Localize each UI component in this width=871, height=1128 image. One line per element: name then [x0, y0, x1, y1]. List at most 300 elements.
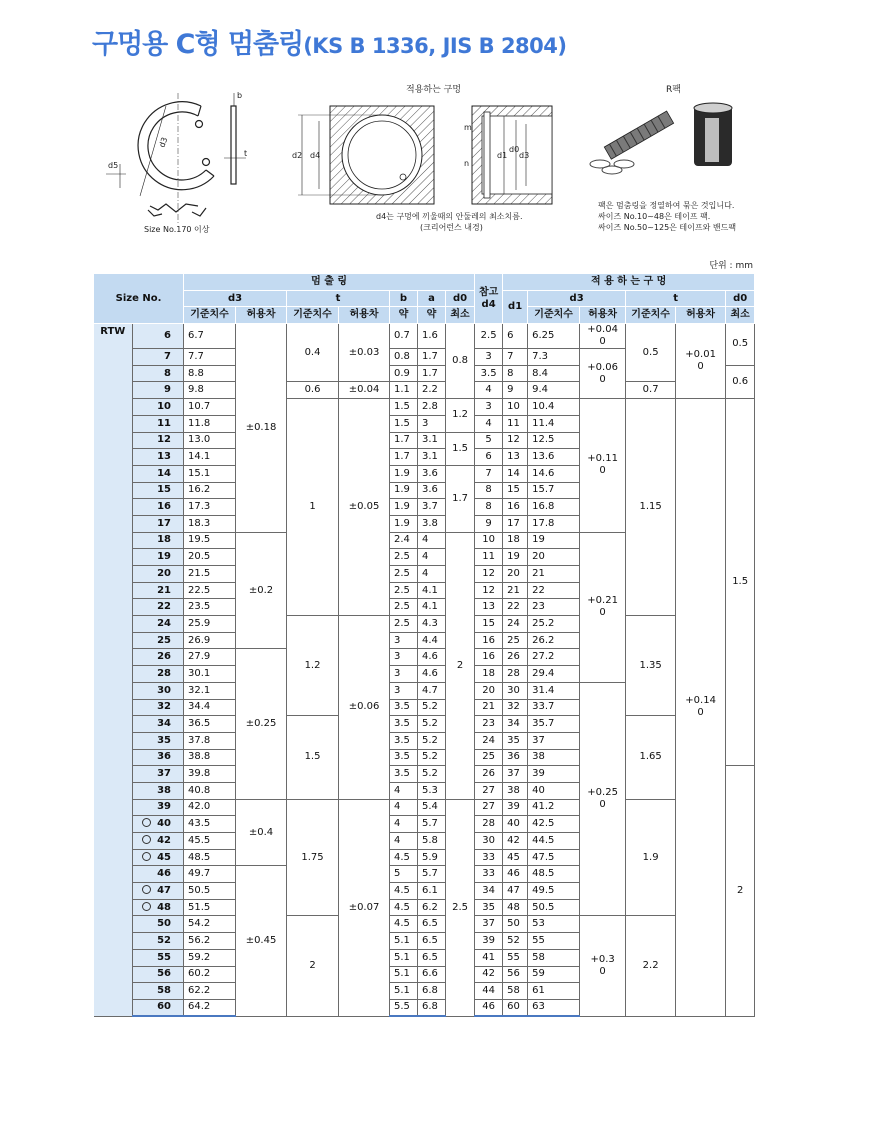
- middle-title: 적용하는 구멍: [406, 85, 462, 95]
- ring-drawing: [106, 88, 256, 228]
- hole-d1: 13: [503, 449, 528, 466]
- hole-d0: 0.5: [726, 324, 755, 366]
- ring-a: 5.7: [418, 816, 446, 833]
- ring-b: 3.5: [390, 749, 418, 766]
- label-d3: d3: [157, 136, 170, 149]
- hole-d3-tolerance: +0.06 0: [580, 349, 626, 399]
- reference-d4: 5: [475, 432, 503, 449]
- hole-d3-nominal: 40: [528, 782, 580, 799]
- hole-d1: 38: [503, 782, 528, 799]
- hole-t-tolerance: +0.14 0: [676, 399, 726, 1016]
- ring-a: 3.8: [418, 515, 446, 532]
- hole-d1: 8: [503, 365, 528, 382]
- table-row: [94, 616, 755, 633]
- hole-d3-nominal: 47.5: [528, 849, 580, 866]
- ring-a: 5.2: [418, 716, 446, 733]
- title-main: 구멍용 C형 멈춤링: [92, 29, 304, 60]
- header-ring-d3: d3: [184, 290, 287, 307]
- ring-t-tolerance: ±0.05: [339, 399, 390, 616]
- spec-table: [93, 273, 755, 1017]
- reference-d4: 24: [475, 732, 503, 749]
- hole-t-nominal: 1.9: [626, 799, 676, 916]
- ring-b: 4.5: [390, 916, 418, 933]
- reference-d4: 18: [475, 666, 503, 683]
- ring-b: 4.5: [390, 849, 418, 866]
- ring-a: 4.6: [418, 666, 446, 683]
- header-approx: 약: [418, 307, 446, 324]
- hole-d3-tolerance: +0.21 0: [580, 532, 626, 682]
- ring-d3-tolerance: ±0.18: [236, 324, 287, 533]
- hole-d1: 11: [503, 415, 528, 432]
- ring-d3-nominal: 45.5: [184, 833, 236, 850]
- hole-d3-nominal: 29.4: [528, 666, 580, 683]
- hole-d3-nominal: 53: [528, 916, 580, 933]
- ring-b: 1.7: [390, 432, 418, 449]
- hole-d1: 47: [503, 883, 528, 900]
- reference-d4: 9: [475, 515, 503, 532]
- ring-a: 3.6: [418, 465, 446, 482]
- size-number: 15: [133, 482, 184, 499]
- label-d5: d5: [108, 161, 119, 170]
- hole-d1: 46: [503, 866, 528, 883]
- header-d1: d1: [503, 290, 528, 323]
- hole-d3-tolerance: +0.04 0: [580, 324, 626, 349]
- hole-t-nominal: 1.35: [626, 616, 676, 716]
- header-b: b: [390, 290, 418, 307]
- ring-a: 4.4: [418, 632, 446, 649]
- hole-d3-nominal: 10.4: [528, 399, 580, 416]
- ring-b: 2.5: [390, 549, 418, 566]
- ring-a: 6.1: [418, 883, 446, 900]
- header-hole-d3: d3: [528, 290, 626, 307]
- header-nominal: 기준치수: [287, 307, 339, 324]
- size-number: 38: [133, 782, 184, 799]
- header-ring-group: 멈 출 링: [184, 274, 475, 291]
- ring-t-nominal: 1.75: [287, 799, 339, 916]
- ring-a: 4: [418, 549, 446, 566]
- size-number: 58: [133, 983, 184, 1000]
- ring-a: 3.6: [418, 482, 446, 499]
- ring-d3-nominal: 39.8: [184, 766, 236, 783]
- ring-d3-nominal: 8.8: [184, 365, 236, 382]
- hole-d3-nominal: 58: [528, 949, 580, 966]
- ring-a: 4.1: [418, 582, 446, 599]
- ring-a: 6.5: [418, 933, 446, 950]
- hole-d1: 58: [503, 983, 528, 1000]
- hole-d3-nominal: 9.4: [528, 382, 580, 399]
- ring-b: 3.5: [390, 766, 418, 783]
- ring-a: 5.2: [418, 749, 446, 766]
- ring-b: 4: [390, 833, 418, 850]
- ring-d3-nominal: 22.5: [184, 582, 236, 599]
- ring-a: 6.2: [418, 899, 446, 916]
- hole-d3-nominal: 50.5: [528, 899, 580, 916]
- table-row: [94, 324, 755, 349]
- hole-d1: 10: [503, 399, 528, 416]
- reference-d4: 3: [475, 349, 503, 366]
- table-row: [94, 916, 755, 933]
- ring-d3-nominal: 19.5: [184, 532, 236, 549]
- header-ring-d0: d0: [446, 290, 475, 307]
- header-hole-d0: d0: [726, 290, 755, 307]
- ring-d3-nominal: 13.0: [184, 432, 236, 449]
- size-number: 55: [133, 949, 184, 966]
- size-number: 48: [133, 899, 184, 916]
- ring-d3-nominal: 54.2: [184, 916, 236, 933]
- ring-d3-nominal: 18.3: [184, 515, 236, 532]
- hole-d1: 56: [503, 966, 528, 983]
- size-number: 19: [133, 549, 184, 566]
- header-tolerance: 허용차: [676, 307, 726, 324]
- hole-d3-nominal: 33.7: [528, 699, 580, 716]
- ring-b: 1.7: [390, 449, 418, 466]
- ring-d3-nominal: 11.8: [184, 415, 236, 432]
- size-number: 50: [133, 916, 184, 933]
- hole-d3-nominal: 22: [528, 582, 580, 599]
- hole-d1: 7: [503, 349, 528, 366]
- ring-b: 3: [390, 632, 418, 649]
- size-number: 42: [133, 833, 184, 850]
- ring-d3-tolerance: ±0.2: [236, 532, 287, 649]
- ring-d3-nominal: 23.5: [184, 599, 236, 616]
- size-number: 7: [133, 349, 184, 366]
- ring-d0: 0.8: [446, 324, 475, 399]
- header-reference-d4: 참고 d4: [475, 274, 503, 324]
- hole-d1: 21: [503, 582, 528, 599]
- reference-d4: 30: [475, 833, 503, 850]
- circle-mark-icon: [142, 835, 151, 844]
- size-number: 14: [133, 465, 184, 482]
- ring-a: 1.7: [418, 349, 446, 366]
- right-caption-3: 싸이즈 No.50~125은 테이프와 밴드팩: [598, 223, 737, 232]
- size-number: 16: [133, 499, 184, 516]
- reference-d4: 25: [475, 749, 503, 766]
- ring-d3-nominal: 48.5: [184, 849, 236, 866]
- hole-d3-nominal: 17.8: [528, 515, 580, 532]
- hole-d1: 32: [503, 699, 528, 716]
- ring-a: 1.7: [418, 365, 446, 382]
- ring-a: 4.7: [418, 682, 446, 699]
- ring-t-tolerance: ±0.06: [339, 616, 390, 800]
- ring-d0: 1.7: [446, 465, 475, 532]
- ring-a: 6.8: [418, 999, 446, 1016]
- hole-d3-nominal: 63: [528, 999, 580, 1016]
- ring-a: 3: [418, 415, 446, 432]
- reference-d4: 16: [475, 632, 503, 649]
- right-caption-1: 팩은 멈춤링을 정열하여 묶은 것입니다.: [598, 201, 735, 210]
- size-number: 40: [133, 816, 184, 833]
- ring-d3-nominal: 34.4: [184, 699, 236, 716]
- ring-t-nominal: 1: [287, 399, 339, 616]
- size-number: 60: [133, 999, 184, 1016]
- label-b: b: [237, 91, 243, 100]
- ring-d3-nominal: 43.5: [184, 816, 236, 833]
- label-d2: d2: [292, 151, 303, 160]
- table-row: [94, 799, 755, 816]
- size-number: 32: [133, 699, 184, 716]
- reference-d4: 27: [475, 782, 503, 799]
- ring-a: 5.2: [418, 766, 446, 783]
- hole-d3-nominal: 23: [528, 599, 580, 616]
- reference-d4: 6: [475, 449, 503, 466]
- ring-a: 3.1: [418, 449, 446, 466]
- table-row: [94, 399, 755, 416]
- reference-d4: 4: [475, 382, 503, 399]
- hole-d1: 26: [503, 649, 528, 666]
- ring-b: 3.5: [390, 716, 418, 733]
- hole-d1: 35: [503, 732, 528, 749]
- size-number: 25: [133, 632, 184, 649]
- ring-d3-nominal: 7.7: [184, 349, 236, 366]
- reference-d4: 44: [475, 983, 503, 1000]
- hole-d1: 40: [503, 816, 528, 833]
- size-number: 20: [133, 566, 184, 583]
- reference-d4: 28: [475, 816, 503, 833]
- ring-t-nominal: 2: [287, 916, 339, 1016]
- ring-b: 2.5: [390, 566, 418, 583]
- label-m: m: [464, 123, 472, 132]
- header-a: a: [418, 290, 446, 307]
- ring-b: 4.5: [390, 899, 418, 916]
- ring-d3-nominal: 51.5: [184, 899, 236, 916]
- ring-a: 1.6: [418, 324, 446, 349]
- header-approx: 약: [390, 307, 418, 324]
- size-number: 56: [133, 966, 184, 983]
- ring-b: 1.9: [390, 482, 418, 499]
- ring-b: 5.1: [390, 966, 418, 983]
- ring-d3-nominal: 14.1: [184, 449, 236, 466]
- size-number: 28: [133, 666, 184, 683]
- size-number: 10: [133, 399, 184, 416]
- header-min: 최소: [446, 307, 475, 324]
- size-number: 18: [133, 532, 184, 549]
- hole-d3-nominal: 35.7: [528, 716, 580, 733]
- ring-b: 1.5: [390, 399, 418, 416]
- header-nominal: 기준치수: [626, 307, 676, 324]
- label-n: n: [464, 159, 470, 168]
- hole-d3-nominal: 27.2: [528, 649, 580, 666]
- reference-d4: 8: [475, 499, 503, 516]
- hole-d1: 34: [503, 716, 528, 733]
- reference-d4: 39: [475, 933, 503, 950]
- size-number: 37: [133, 766, 184, 783]
- label-t: t: [244, 149, 248, 158]
- ring-b: 4: [390, 799, 418, 816]
- ring-d0: 1.2: [446, 399, 475, 432]
- ring-d3-nominal: 50.5: [184, 883, 236, 900]
- size-number: 6: [133, 324, 184, 349]
- ring-b: 5.5: [390, 999, 418, 1016]
- middle-caption-2: (크리어런스 내경): [420, 223, 483, 232]
- hole-d3-nominal: 13.6: [528, 449, 580, 466]
- ring-a: 2.2: [418, 382, 446, 399]
- size-number: 8: [133, 365, 184, 382]
- ring-b: 4: [390, 816, 418, 833]
- ring-t-tolerance: ±0.04: [339, 382, 390, 399]
- hole-d1: 52: [503, 933, 528, 950]
- title-standard: (KS B 1336, JIS B 2804): [303, 34, 567, 58]
- ring-d3-nominal: 40.8: [184, 782, 236, 799]
- series-label: RTW: [94, 324, 133, 1017]
- ring-d3-nominal: 26.9: [184, 632, 236, 649]
- header-tolerance: 허용차: [339, 307, 390, 324]
- reference-d4: 46: [475, 999, 503, 1016]
- ring-d3-tolerance: ±0.45: [236, 866, 287, 1016]
- header-nominal: 기준치수: [184, 307, 236, 324]
- hole-d3-nominal: 6.25: [528, 324, 580, 349]
- circle-mark-icon: [142, 852, 151, 861]
- header-tolerance: 허용차: [580, 307, 626, 324]
- ring-b: 5: [390, 866, 418, 883]
- hole-d3-nominal: 12.5: [528, 432, 580, 449]
- size-number: 26: [133, 649, 184, 666]
- hole-d3-nominal: 31.4: [528, 682, 580, 699]
- label-d3-hole: d3: [519, 151, 530, 160]
- hole-d3-nominal: 42.5: [528, 816, 580, 833]
- hole-d3-nominal: 38: [528, 749, 580, 766]
- hole-d1: 55: [503, 949, 528, 966]
- reference-d4: 7: [475, 465, 503, 482]
- middle-caption-1: d4는 구멍에 끼울때의 안둘레의 최소치름.: [376, 212, 523, 221]
- header-nominal: 기준치수: [528, 307, 580, 324]
- reference-d4: 13: [475, 599, 503, 616]
- label-d1: d1: [497, 151, 508, 160]
- hole-d3-nominal: 21: [528, 566, 580, 583]
- hole-d3-nominal: 15.7: [528, 482, 580, 499]
- ring-d3-nominal: 6.7: [184, 324, 236, 349]
- hole-d3-nominal: 44.5: [528, 833, 580, 850]
- hole-d3-tolerance: +0.3 0: [580, 916, 626, 1016]
- ring-d3-nominal: 25.9: [184, 616, 236, 633]
- ring-t-nominal: 1.2: [287, 616, 339, 716]
- size-number: 46: [133, 866, 184, 883]
- hole-d0: 2: [726, 766, 755, 1016]
- hole-d3-nominal: 16.8: [528, 499, 580, 516]
- reference-d4: 8: [475, 482, 503, 499]
- hole-d3-nominal: 48.5: [528, 866, 580, 883]
- ring-d3-nominal: 64.2: [184, 999, 236, 1016]
- hole-t-tolerance: +0.01 0: [676, 324, 726, 399]
- reference-d4: 10: [475, 532, 503, 549]
- reference-d4: 21: [475, 699, 503, 716]
- hole-d1: 36: [503, 749, 528, 766]
- hole-d1: 45: [503, 849, 528, 866]
- label-d0: d0: [509, 145, 520, 154]
- ring-d3-nominal: 30.1: [184, 666, 236, 683]
- hole-d1: 42: [503, 833, 528, 850]
- ring-b: 2.5: [390, 616, 418, 633]
- reference-d4: 41: [475, 949, 503, 966]
- hole-d1: 50: [503, 916, 528, 933]
- right-title: R팩: [666, 85, 681, 95]
- size-number: 47: [133, 883, 184, 900]
- hole-d1: 14: [503, 465, 528, 482]
- hole-t-nominal: 1.15: [626, 399, 676, 616]
- hole-d3-nominal: 14.6: [528, 465, 580, 482]
- hole-d1: 60: [503, 999, 528, 1016]
- table-row: [94, 382, 755, 399]
- ring-t-nominal: 0.4: [287, 324, 339, 382]
- ring-d3-nominal: 21.5: [184, 566, 236, 583]
- hole-t-nominal: 0.7: [626, 382, 676, 399]
- hole-d3-nominal: 19: [528, 532, 580, 549]
- ring-d3-nominal: 32.1: [184, 682, 236, 699]
- ring-a: 5.9: [418, 849, 446, 866]
- hole-d3-nominal: 25.2: [528, 616, 580, 633]
- size-number: 22: [133, 599, 184, 616]
- ring-b: 1.9: [390, 499, 418, 516]
- circle-mark-icon: [142, 818, 151, 827]
- hole-d3-nominal: 49.5: [528, 883, 580, 900]
- size-number: 39: [133, 799, 184, 816]
- ring-a: 4.3: [418, 616, 446, 633]
- hole-d0: 0.6: [726, 365, 755, 398]
- reference-d4: 3.5: [475, 365, 503, 382]
- ring-b: 5.1: [390, 933, 418, 950]
- ring-d3-nominal: 49.7: [184, 866, 236, 883]
- ring-b: 0.8: [390, 349, 418, 366]
- hole-d3-nominal: 8.4: [528, 365, 580, 382]
- ring-a: 5.2: [418, 732, 446, 749]
- ring-t-tolerance: ±0.03: [339, 324, 390, 382]
- hole-d3-nominal: 61: [528, 983, 580, 1000]
- ring-d0: 1.5: [446, 432, 475, 465]
- ring-b: 3: [390, 682, 418, 699]
- ring-b: 2.4: [390, 532, 418, 549]
- hole-d1: 6: [503, 324, 528, 349]
- ring-b: 2.5: [390, 599, 418, 616]
- ring-d0: 2.5: [446, 799, 475, 1016]
- hole-d1: 37: [503, 766, 528, 783]
- hole-drawing: [292, 100, 562, 210]
- size-number: 13: [133, 449, 184, 466]
- table-row: [94, 716, 755, 733]
- hole-d1: 25: [503, 632, 528, 649]
- size-number: 11: [133, 415, 184, 432]
- spec-table-body: [94, 324, 755, 1017]
- reference-d4: 34: [475, 883, 503, 900]
- header-size-no: Size No.: [94, 274, 184, 324]
- ring-b: 1.9: [390, 515, 418, 532]
- ring-t-tolerance: ±0.07: [339, 799, 390, 1016]
- r-pack-drawing: [586, 98, 746, 188]
- reference-d4: 26: [475, 766, 503, 783]
- circle-mark-icon: [142, 885, 151, 894]
- reference-d4: 33: [475, 849, 503, 866]
- ring-b: 1.1: [390, 382, 418, 399]
- ring-a: 2.8: [418, 399, 446, 416]
- size-number: 17: [133, 515, 184, 532]
- ring-a: 5.7: [418, 866, 446, 883]
- ring-d3-nominal: 15.1: [184, 465, 236, 482]
- ring-d3-nominal: 36.5: [184, 716, 236, 733]
- hole-d1: 28: [503, 666, 528, 683]
- ring-b: 0.7: [390, 324, 418, 349]
- reference-d4: 2.5: [475, 324, 503, 349]
- hole-d1: 12: [503, 432, 528, 449]
- left-caption: Size No.170 이상: [144, 225, 210, 234]
- hole-d3-nominal: 20: [528, 549, 580, 566]
- ring-b: 5.1: [390, 949, 418, 966]
- reference-d4: 11: [475, 549, 503, 566]
- reference-d4: 27: [475, 799, 503, 816]
- hole-d3-nominal: 11.4: [528, 415, 580, 432]
- reference-d4: 42: [475, 966, 503, 983]
- size-number: 12: [133, 432, 184, 449]
- ring-d3-nominal: 17.3: [184, 499, 236, 516]
- size-number: 30: [133, 682, 184, 699]
- ring-d3-nominal: 62.2: [184, 983, 236, 1000]
